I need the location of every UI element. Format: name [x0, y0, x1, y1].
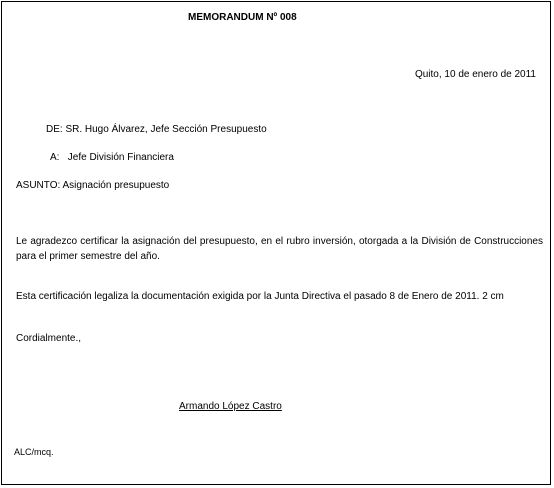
- body-paragraph-1: Le agradezco certificar la asignación del presupuesto, en el rubro inversión, otorgada a la División de Construcciones para el primer semestre del año.: [16, 236, 543, 262]
- memo-date: Quito, 10 de enero de 2011: [414, 69, 536, 80]
- reference-initials: ALC/mcq.: [14, 447, 54, 457]
- memo-title: MEMORANDUM Nº 008: [188, 12, 297, 23]
- memo-subject: ASUNTO: Asignación presupuesto: [16, 180, 170, 191]
- memo-to: A: Jefe División Financiera: [50, 152, 174, 163]
- signature-name: Armando López Castro: [179, 401, 282, 412]
- body-paragraph-2: Esta certificación legaliza la documentación exigida por la Junta Directiva el pasado 8 de Enero de 2011. 2 cm: [16, 291, 504, 302]
- memo-from: DE: SR. Hugo Álvarez, Jefe Sección Presupuesto: [46, 124, 267, 135]
- memo-closing: Cordialmente.,: [16, 333, 82, 344]
